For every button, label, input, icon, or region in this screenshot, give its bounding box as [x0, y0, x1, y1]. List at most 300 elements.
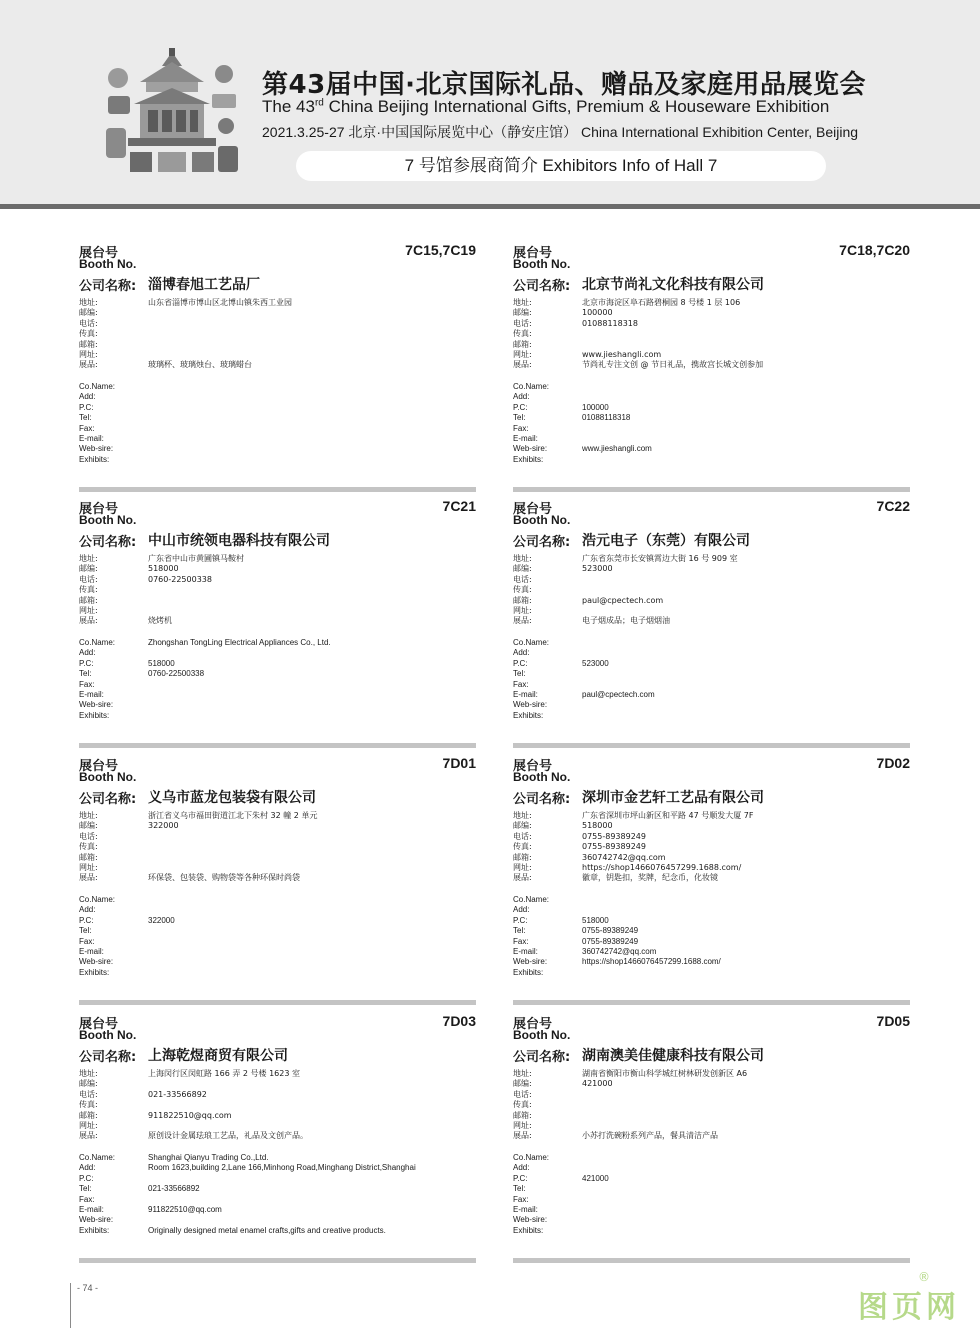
- company-name: 上海乾煜商贸有限公司: [148, 1048, 288, 1064]
- field-label: Web-sire:: [513, 444, 548, 454]
- field-value: 玻璃杯、玻璃烛台、玻璃蜡台: [148, 360, 252, 370]
- field-label: Co.Name:: [513, 382, 550, 391]
- field-label: 网址:: [513, 863, 532, 872]
- booth-label-en: Booth No.: [513, 257, 571, 271]
- info-row-cn: [513, 853, 910, 863]
- field-label: P.C:: [513, 658, 528, 668]
- field-value: 0755-89389249: [582, 926, 639, 936]
- info-row-en: [79, 905, 476, 915]
- card-divider-bar: [513, 743, 910, 748]
- info-row-cn: [79, 606, 476, 616]
- booth-label-cn: 展台号: [79, 1017, 119, 1032]
- field-label: Add:: [79, 905, 96, 915]
- company-name: 北京节尚礼文化科技有限公司: [582, 277, 764, 293]
- field-label: 网址:: [513, 1121, 532, 1130]
- field-value: 100000: [582, 308, 613, 318]
- info-row-cn: [79, 1111, 476, 1121]
- field-value: paul@cpectech.com: [582, 690, 655, 699]
- info-row-en: [79, 895, 476, 905]
- info-row-en: [79, 413, 476, 423]
- field-label: Tel:: [513, 926, 526, 936]
- booth-number: 7C18,7C20: [839, 242, 910, 258]
- company-name: 湖南澳美佳健康科技有限公司: [582, 1048, 764, 1064]
- field-value: 360742742@qq.com: [582, 947, 657, 956]
- field-label: Tel:: [513, 669, 526, 679]
- booth-number: 7C15,7C19: [405, 242, 476, 258]
- info-row-cn: [79, 554, 476, 564]
- info-row-cn: [513, 360, 910, 370]
- field-label: 电话:: [513, 574, 532, 584]
- field-label: Co.Name:: [513, 1153, 550, 1162]
- info-row-en: [513, 659, 910, 669]
- field-label: Web-sire:: [79, 957, 114, 967]
- info-row-cn: [513, 298, 910, 308]
- field-label: 地址:: [79, 811, 98, 820]
- field-label: Exhibits:: [79, 454, 110, 464]
- field-label: Exhibits:: [513, 967, 544, 977]
- info-row-en: [513, 669, 910, 679]
- field-label: Co.Name:: [79, 382, 116, 391]
- field-label: Co.Name:: [513, 895, 550, 904]
- field-label: 展品:: [79, 616, 98, 626]
- info-row-cn: [513, 1090, 910, 1100]
- field-value: 0755-89389249: [582, 842, 646, 852]
- field-label: Tel:: [79, 413, 92, 423]
- exhibition-title-cn: 第43届中国·北京国际礼品、赠品及家庭用品展览会: [262, 70, 867, 100]
- field-label: Co.Name:: [79, 638, 116, 647]
- info-row-en: [513, 916, 910, 926]
- info-row-cn: [513, 575, 910, 585]
- field-value: 山东省淄博市博山区北博山镇朱西工业园: [148, 298, 292, 307]
- field-label: Web-sire:: [79, 1215, 114, 1225]
- info-row-en: [79, 392, 476, 402]
- field-label: 电话:: [79, 574, 98, 584]
- field-value: 421000: [582, 1173, 609, 1183]
- booth-number: 7C21: [442, 498, 476, 514]
- field-value: Room 1623,building 2,Lane 166,Minhong Road,Minghang District,Shanghai: [148, 1163, 416, 1173]
- field-value: 0760-22500338: [148, 669, 205, 679]
- exhibition-date-venue: 2021.3.25-27 北京·中国国际展览中心（静安庄馆） China International Exhibition Center, Beijing: [262, 124, 859, 140]
- info-row-en: [79, 1226, 476, 1236]
- info-row-en: [79, 648, 476, 658]
- info-row-cn: [513, 1131, 910, 1141]
- info-row-en: [513, 424, 910, 434]
- company-name: 淄博春旭工艺品厂: [148, 277, 260, 293]
- hall-title: 7 号馆参展商简介 Exhibitors Info of Hall 7: [296, 151, 826, 181]
- info-row-cn: [513, 319, 910, 329]
- field-label: E-mail:: [79, 1205, 104, 1214]
- page-number: - 74 -: [77, 1283, 99, 1293]
- field-value: 360742742@qq.com: [582, 852, 666, 862]
- info-row-en: [79, 1195, 476, 1205]
- info-row-cn: [513, 308, 910, 318]
- field-label: E-mail:: [513, 690, 538, 699]
- info-row-en: [79, 1205, 476, 1215]
- field-value: Zhongshan TongLing Electrical Appliances Co., Ltd.: [148, 638, 331, 647]
- info-row-en: [79, 1184, 476, 1194]
- info-row-en: [513, 444, 910, 454]
- card-divider-bar: [79, 1258, 476, 1263]
- info-row-cn: [79, 308, 476, 318]
- info-row-cn: [513, 585, 910, 595]
- field-label: 电话:: [513, 318, 532, 328]
- info-row-cn: [79, 360, 476, 370]
- info-row-cn: [513, 554, 910, 564]
- info-row-en: [79, 690, 476, 700]
- info-row-en: [79, 1174, 476, 1184]
- info-row-en: [79, 711, 476, 721]
- field-label: 邮编:: [79, 821, 98, 831]
- field-value: www.jieshangli.com: [582, 350, 662, 359]
- field-label: 邮箱:: [79, 595, 98, 605]
- info-row-en: [513, 1215, 910, 1225]
- field-label: Fax:: [79, 679, 95, 689]
- field-label: 邮编:: [79, 564, 98, 574]
- field-label: Tel:: [79, 1184, 92, 1194]
- field-label: P.C:: [79, 658, 94, 668]
- field-label: 传真:: [79, 842, 98, 852]
- field-value: 01088118318: [582, 413, 631, 423]
- info-row-en: [513, 700, 910, 710]
- field-value: 原创设计金属珐琅工艺品，礼品及文创产品。: [148, 1131, 308, 1141]
- booth-label-en: Booth No.: [79, 1028, 137, 1042]
- field-label: Web-sire:: [513, 1215, 548, 1225]
- field-label: Fax:: [79, 1194, 95, 1204]
- company-label: 公司名称:: [79, 1050, 137, 1065]
- info-row-en: [79, 937, 476, 947]
- field-label: 地址:: [79, 554, 98, 563]
- field-label: Web-sire:: [513, 700, 548, 710]
- field-value: 523000: [582, 564, 613, 574]
- field-label: 传真:: [79, 329, 98, 339]
- field-value: 上海闵行区闵虹路 166 弄 2 号楼 1623 室: [148, 1069, 300, 1078]
- field-label: P.C:: [79, 1173, 94, 1183]
- field-label: E-mail:: [79, 947, 104, 956]
- booth-number: 7D05: [876, 1013, 910, 1029]
- info-row-cn: [513, 821, 910, 831]
- info-row-en: [79, 1153, 476, 1163]
- exhibitor-card: [513, 1013, 910, 1263]
- field-label: 地址:: [79, 1069, 98, 1078]
- info-row-cn: [513, 606, 910, 616]
- field-value: 100000: [582, 402, 609, 412]
- field-label: E-mail:: [79, 690, 104, 699]
- info-row-en: [79, 638, 476, 648]
- field-value: https://shop1466076457299.1688.com/: [582, 863, 742, 872]
- info-row-en: [513, 434, 910, 444]
- exhibitor-card: [79, 755, 476, 1005]
- title-en-prefix: The 43: [262, 97, 315, 116]
- info-row-en: [79, 947, 476, 957]
- info-row-en: [513, 455, 910, 465]
- field-label: Add:: [513, 1163, 530, 1173]
- info-row-cn: [79, 811, 476, 821]
- field-value: 徽章，钥匙扣，奖牌，纪念币，化妆镜: [582, 873, 718, 883]
- info-row-cn: [79, 616, 476, 626]
- field-value: Originally designed metal enamel crafts,gifts and creative products.: [148, 1225, 386, 1235]
- field-value: 421000: [582, 1079, 613, 1089]
- exhibition-title-en: [262, 97, 829, 117]
- field-label: 网址:: [79, 1121, 98, 1130]
- company-label: 公司名称:: [513, 279, 571, 294]
- field-value: 911822510@qq.com: [148, 1110, 232, 1120]
- field-label: 邮箱:: [79, 1110, 98, 1120]
- info-row-cn: [513, 873, 910, 883]
- field-value: 911822510@qq.com: [148, 1205, 222, 1214]
- company-label: 公司名称:: [79, 279, 137, 294]
- field-value: 021-33566892: [148, 1184, 200, 1194]
- info-row-cn: [513, 1121, 910, 1131]
- field-label: E-mail:: [79, 434, 104, 443]
- field-label: Exhibits:: [513, 1225, 544, 1235]
- field-label: 传真:: [79, 585, 98, 595]
- field-label: Web-sire:: [79, 700, 114, 710]
- field-label: Add:: [79, 392, 96, 402]
- field-value: 518000: [582, 821, 613, 831]
- watermark-registered-mark: ®: [918, 1270, 930, 1284]
- info-row-cn: [513, 1069, 910, 1079]
- field-value: 021-33566892: [148, 1089, 207, 1099]
- field-label: Co.Name:: [513, 638, 550, 647]
- field-label: 展品:: [513, 1131, 532, 1141]
- field-value: 322000: [148, 821, 179, 831]
- info-row-en: [79, 444, 476, 454]
- field-label: 网址:: [79, 606, 98, 615]
- info-row-cn: [513, 1100, 910, 1110]
- field-label: 展品:: [513, 616, 532, 626]
- footer-rule: [70, 1283, 71, 1328]
- field-label: 邮箱:: [79, 339, 98, 349]
- booth-label-cn: 展台号: [79, 502, 119, 517]
- info-row-en: [513, 957, 910, 967]
- info-row-en: [513, 905, 910, 915]
- info-row-en: [79, 403, 476, 413]
- field-value: 节尚礼专注文创 @ 节日礼品，携故宫长城文创参加: [582, 360, 764, 370]
- field-label: Tel:: [79, 669, 92, 679]
- field-label: Fax:: [513, 1194, 529, 1204]
- info-row-en: [513, 1174, 910, 1184]
- info-row-en: [79, 669, 476, 679]
- info-row-en: [513, 1195, 910, 1205]
- field-label: 地址:: [513, 1069, 532, 1078]
- booth-label-en: Booth No.: [513, 770, 571, 784]
- card-divider-bar: [79, 743, 476, 748]
- info-row-en: [79, 659, 476, 669]
- field-label: 邮箱:: [513, 852, 532, 862]
- field-label: Exhibits:: [79, 1225, 110, 1235]
- booth-label-cn: 展台号: [513, 502, 553, 517]
- info-row-cn: [79, 585, 476, 595]
- field-label: Fax:: [79, 423, 95, 433]
- field-label: 展品:: [513, 873, 532, 883]
- field-value: 0760-22500338: [148, 574, 212, 584]
- info-row-cn: [79, 873, 476, 883]
- field-label: Co.Name:: [79, 1153, 116, 1162]
- field-label: Web-sire:: [79, 444, 114, 454]
- field-value: https://shop1466076457299.1688.com/: [582, 957, 721, 967]
- field-label: 网址:: [513, 350, 532, 359]
- field-label: E-mail:: [513, 1205, 538, 1214]
- field-value: 烧烤机: [148, 616, 172, 626]
- booth-number: 7D02: [876, 755, 910, 771]
- info-row-en: [79, 680, 476, 690]
- card-divider-bar: [513, 1000, 910, 1005]
- company-name: 中山市统领电器科技有限公司: [148, 533, 330, 549]
- info-row-en: [513, 690, 910, 700]
- field-value: Shanghai Qianyu Trading Co.,Ltd.: [148, 1153, 269, 1162]
- info-row-cn: [513, 596, 910, 606]
- info-row-cn: [79, 350, 476, 360]
- exhibitor-card: [79, 242, 476, 492]
- company-name: 深圳市金艺轩工艺品有限公司: [582, 790, 764, 806]
- field-label: Fax:: [513, 679, 529, 689]
- booth-label-en: Booth No.: [79, 513, 137, 527]
- info-row-en: [79, 957, 476, 967]
- info-row-cn: [513, 1111, 910, 1121]
- booth-label-cn: 展台号: [513, 759, 553, 774]
- card-divider-bar: [513, 487, 910, 492]
- booth-label-cn: 展台号: [513, 1017, 553, 1032]
- field-label: 地址:: [513, 811, 532, 820]
- field-label: 邮编:: [513, 821, 532, 831]
- field-value: 浙江省义乌市福田街道江北下朱村 32 幢 2 单元: [148, 811, 318, 820]
- field-label: Fax:: [513, 423, 529, 433]
- info-row-cn: [79, 1131, 476, 1141]
- info-row-en: [513, 1184, 910, 1194]
- exhibitor-card: [513, 755, 910, 1005]
- info-row-en: [79, 434, 476, 444]
- booth-label-en: Booth No.: [513, 1028, 571, 1042]
- field-value: 518000: [148, 658, 175, 668]
- field-label: 地址:: [79, 298, 98, 307]
- field-label: Exhibits:: [513, 710, 544, 720]
- field-label: Fax:: [513, 936, 529, 946]
- field-value: 北京市海淀区阜石路碧桐园 8 号楼 1 层 106: [582, 298, 741, 307]
- field-label: Add:: [513, 905, 530, 915]
- field-label: Add:: [79, 1163, 96, 1173]
- field-label: Add:: [513, 392, 530, 402]
- field-value: 湖南省衡阳市衡山科学城红树林研发创新区 A6: [582, 1069, 748, 1078]
- booth-label-en: Booth No.: [79, 257, 137, 271]
- card-divider-bar: [79, 1000, 476, 1005]
- field-value: 环保袋、包装袋、购物袋等各种环保时尚袋: [148, 873, 300, 883]
- field-label: 传真:: [513, 585, 532, 595]
- info-row-cn: [79, 575, 476, 585]
- info-row-en: [79, 424, 476, 434]
- field-label: 邮箱:: [79, 852, 98, 862]
- info-row-cn: [79, 832, 476, 842]
- watermark-logo: 图页网: [858, 1290, 960, 1325]
- page-header: [0, 0, 980, 205]
- booth-number: 7C22: [876, 498, 910, 514]
- info-row-cn: [513, 863, 910, 873]
- booth-label-en: Booth No.: [513, 513, 571, 527]
- field-value: 广东省中山市黄圃镇马鞍村: [148, 554, 244, 563]
- field-label: 传真:: [79, 1100, 98, 1110]
- info-row-cn: [79, 1069, 476, 1079]
- field-value: 0755-89389249: [582, 831, 646, 841]
- info-row-cn: [79, 298, 476, 308]
- info-row-en: [513, 926, 910, 936]
- field-label: 网址:: [79, 863, 98, 872]
- field-label: 电话:: [513, 831, 532, 841]
- field-label: P.C:: [513, 1173, 528, 1183]
- field-label: 邮编:: [513, 564, 532, 574]
- booth-number: 7D03: [442, 1013, 476, 1029]
- field-label: 电话:: [79, 318, 98, 328]
- field-label: 邮箱:: [513, 595, 532, 605]
- info-row-cn: [79, 853, 476, 863]
- info-row-cn: [513, 1079, 910, 1089]
- field-label: Exhibits:: [79, 710, 110, 720]
- field-label: 邮编:: [79, 308, 98, 318]
- company-name: 义乌市蓝龙包装袋有限公司: [148, 790, 316, 806]
- info-row-en: [513, 413, 910, 423]
- info-row-en: [513, 1153, 910, 1163]
- info-row-cn: [79, 842, 476, 852]
- card-divider-bar: [79, 487, 476, 492]
- card-divider-bar: [513, 1258, 910, 1263]
- info-row-en: [79, 700, 476, 710]
- field-label: Exhibits:: [79, 967, 110, 977]
- field-label: E-mail:: [513, 947, 538, 956]
- field-label: Tel:: [513, 1184, 526, 1194]
- info-row-cn: [79, 1100, 476, 1110]
- field-label: E-mail:: [513, 434, 538, 443]
- company-label: 公司名称:: [79, 792, 137, 807]
- field-label: 传真:: [513, 329, 532, 339]
- info-row-cn: [513, 350, 910, 360]
- booth-label-cn: 展台号: [513, 246, 553, 261]
- field-label: P.C:: [79, 402, 94, 412]
- field-label: Web-sire:: [513, 957, 548, 967]
- title-en-ordinal: rd: [314, 97, 324, 109]
- booth-number: 7D01: [442, 755, 476, 771]
- field-value: 01088118318: [582, 318, 638, 328]
- company-label: 公司名称:: [513, 792, 571, 807]
- field-label: 网址:: [79, 350, 98, 359]
- field-label: 传真:: [513, 842, 532, 852]
- info-row-en: [513, 638, 910, 648]
- info-row-en: [513, 1205, 910, 1215]
- field-label: 邮箱:: [513, 339, 532, 349]
- info-row-cn: [79, 1079, 476, 1089]
- info-row-en: [513, 1226, 910, 1236]
- field-label: Exhibits:: [513, 454, 544, 464]
- info-row-en: [513, 392, 910, 402]
- info-row-en: [513, 947, 910, 957]
- company-label: 公司名称:: [513, 535, 571, 550]
- field-value: 322000: [148, 915, 175, 925]
- info-row-en: [513, 1163, 910, 1173]
- booth-label-cn: 展台号: [79, 759, 119, 774]
- info-row-cn: [513, 616, 910, 626]
- info-row-cn: [513, 842, 910, 852]
- field-label: 地址:: [513, 554, 532, 563]
- info-row-en: [79, 1163, 476, 1173]
- field-label: Tel:: [79, 926, 92, 936]
- company-name: 浩元电子（东莞）有限公司: [582, 533, 750, 549]
- info-row-cn: [79, 1090, 476, 1100]
- exhibitor-card: [79, 1013, 476, 1263]
- field-label: 网址:: [513, 606, 532, 615]
- field-value: 518000: [148, 564, 179, 574]
- field-value: paul@cpectech.com: [582, 595, 664, 605]
- field-label: 邮编:: [79, 1079, 98, 1089]
- field-value: 518000: [582, 915, 609, 925]
- info-row-en: [79, 968, 476, 978]
- info-row-cn: [79, 564, 476, 574]
